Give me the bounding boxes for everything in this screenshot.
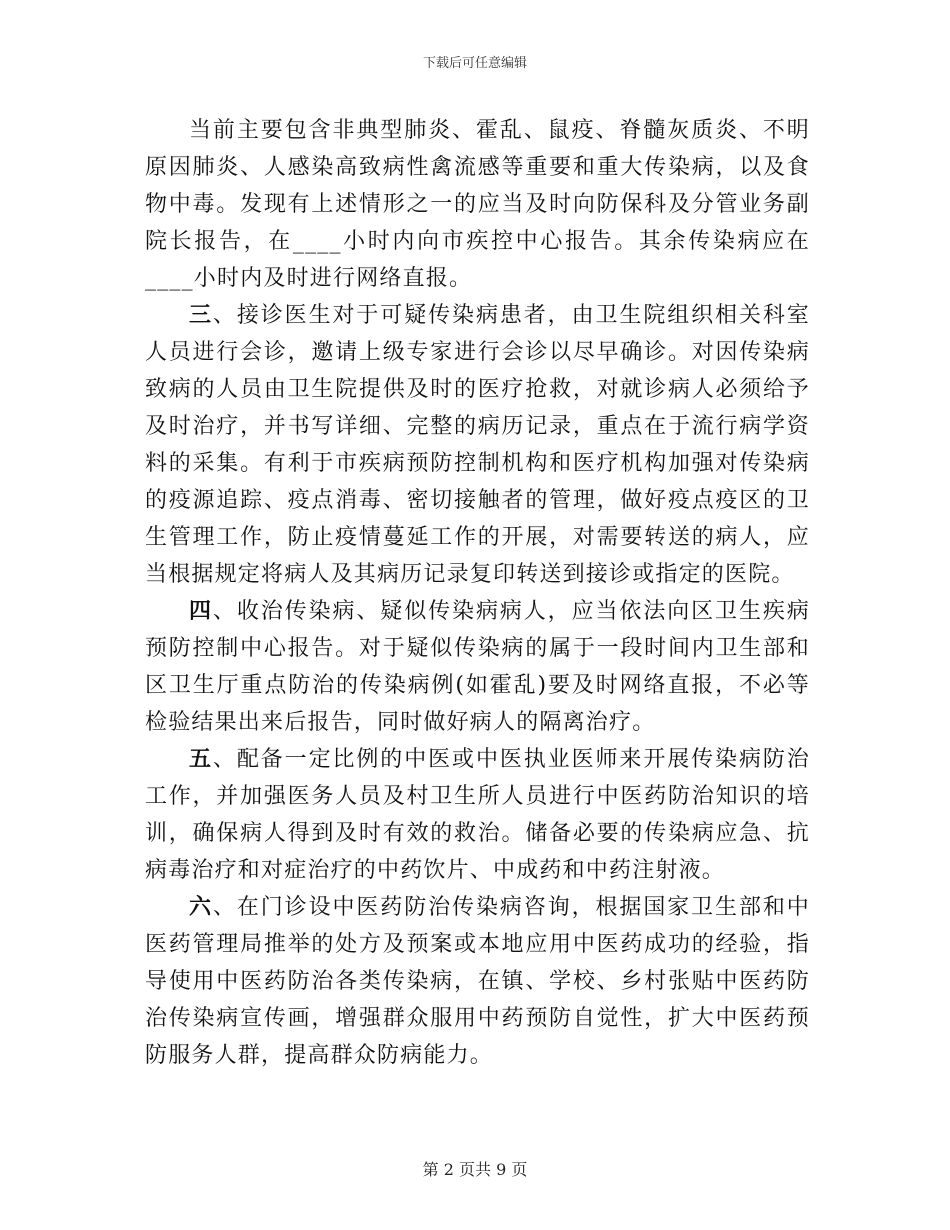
paragraph-lead: 六 (189, 894, 213, 920)
paragraph-5 (145, 889, 810, 1074)
paragraph-text: 、接诊医生对于可疑传染病患者，由卫生院组织相关科室人员进行会诊，邀请上级专家进行会诊以尽早确诊。对因传染病致病的人员由卫生院提供及时的医疗抢救，对就诊病人必须给予及时治疗，并书写详细、完整的病历记录，重点在于流行病学资料的采集。有利于市疾病预防控制机构和医疗机构加强对传染病的疫源追踪、疫点消毒、密切接触者的管理，做好疫点疫区的卫生管理工作，防止疫情蔓延工作的开展，对需要转送的病人，应当根据规定将病人及其病历记录复印转送到接诊或指定的医院。 (145, 303, 810, 587)
paragraph-3 (145, 593, 810, 741)
page-number: 第 2 页共 9 页 (422, 1160, 528, 1179)
paragraph-text: 、在门诊设中医药防治传染病咨询，根据国家卫生部和中医药管理局推举的处方及预案或本地应用中医药成功的经验，指导使用中医药防治各类传染病，在镇、学校、乡村张贴中医药防治传染病宣传画，增强群众服用中药预防自觉性，扩大中医药预防服务人群，提高群众防病能力。 (145, 895, 810, 1068)
paragraph-lead: 三 (189, 302, 213, 328)
paragraph-text: 、收治传染病、疑似传染病病人，应当依法向区卫生疾病预防控制中心报告。对于疑似传染病的属于一段时间内卫生部和区卫生厅重点防治的传染病例(如霍乱)要及时网络直报，不必等检验结果出来后报告，同时做好病人的隔离治疗。 (145, 599, 810, 735)
paragraph-4 (145, 741, 810, 889)
paragraph-text: 当前主要包含非典型肺炎、霍乱、鼠疫、脊髓灰质炎、不明原因肺炎、人感染高致病性禽流感等重要和重大传染病，以及食物中毒。发现有上述情形之一的应当及时向防保科及分管业务副院长报告，在____小时内向市疾控中心报告。其余传染病应在____小时内及时进行网络直报。 (145, 118, 810, 291)
paragraph-lead: 四 (189, 598, 213, 624)
document-body (145, 112, 810, 1074)
paragraph-1 (145, 112, 810, 297)
header-note: 下载后可任意编辑 (422, 56, 527, 71)
paragraph-lead: 五 (189, 746, 213, 772)
paragraph-2 (145, 297, 810, 593)
paragraph-text: 、配备一定比例的中医或中医执业医师来开展传染病防治工作，并加强医务人员及村卫生所人员进行中医药防治知识的培训，确保病人得到及时有效的救治。储备必要的传染病应急、抗病毒治疗和对症治疗的中药饮片、中成药和中药注射液。 (145, 747, 810, 883)
